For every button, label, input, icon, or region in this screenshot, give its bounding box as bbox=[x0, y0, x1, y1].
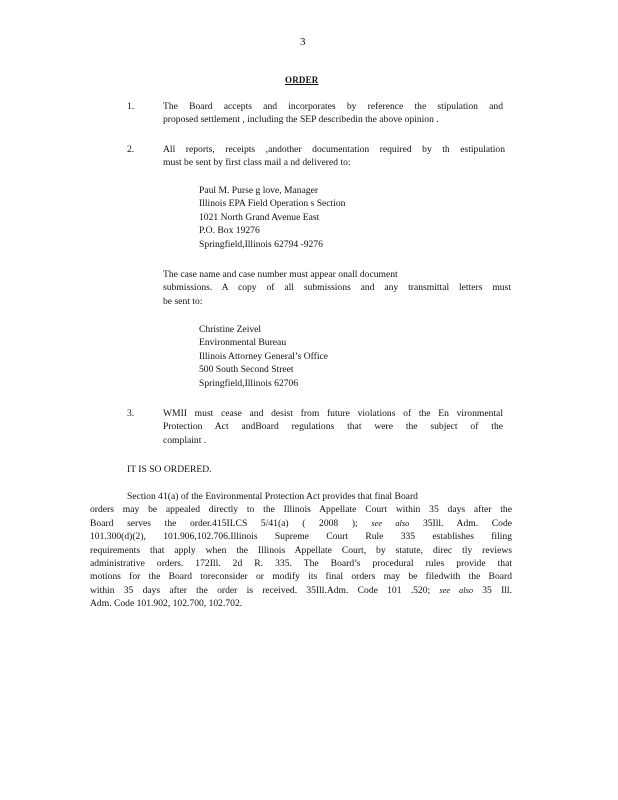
address-line: Illinois EPA Field Operation s Section bbox=[199, 198, 346, 210]
item-1-number: 1. bbox=[127, 101, 135, 112]
see-also-italic: see also bbox=[439, 585, 474, 595]
address-line: 1021 North Grand Avenue East bbox=[199, 211, 320, 223]
item-1-line-2: proposed settlement , including the SEP describedin the above opinion . bbox=[163, 114, 439, 126]
item-3-text bbox=[163, 407, 503, 447]
item-3-line-1: WMII must cease and desist from future violations of the En vironmental bbox=[163, 408, 503, 419]
paragraph-line-text: Section 41(a) of the Environmental Protection Act provides that final Board bbox=[127, 491, 418, 502]
item-2-number: 2. bbox=[127, 144, 135, 155]
address-line: Paul M. Purse g love, Manager bbox=[199, 185, 319, 196]
address-epa bbox=[199, 184, 345, 251]
order-heading: ORDER bbox=[285, 75, 319, 85]
item-2-line-1: All reports, receipts ,andother documentation required by th estipulation bbox=[163, 144, 505, 155]
paragraph-line: motions for the Board toreconsider or modify its final orders may be filedwith the Board bbox=[90, 571, 512, 583]
paragraph-line bbox=[90, 517, 512, 530]
paragraph-line-text: within 35 days after the order is received. 35Ill.Adm. Code 101 .520; bbox=[90, 584, 431, 596]
address-line: Illinois Attorney General’s Office bbox=[199, 350, 329, 362]
item-2-text bbox=[163, 143, 505, 170]
note-line-3: be sent to: bbox=[163, 295, 203, 307]
address-line: Springfield,Illinois 62794 -9276 bbox=[199, 238, 323, 250]
paragraph-line: administrative orders. 172Ill. 2d R. 335. The Board’s procedural rules provide that bbox=[90, 557, 512, 569]
address-line: P.O. Box 19276 bbox=[199, 225, 260, 237]
paragraph-line: orders may be appealed directly to the Illinois Appellate Court within 35 days after the bbox=[90, 504, 512, 516]
item-3-number: 3. bbox=[127, 408, 135, 419]
item-3-line-2: Protection Act andBoard regulations that were the subject of the bbox=[163, 421, 503, 433]
item-3-line-3: complaint . bbox=[163, 434, 207, 446]
submission-note bbox=[163, 268, 511, 308]
item-1-line-1: The Board accepts and incorporates by reference the stipulation and bbox=[163, 101, 503, 112]
address-line: Christine Zeivel bbox=[199, 324, 262, 335]
paragraph-line-text: Board serves the order.415ILCS 5/41(a) ( 2008 ); bbox=[90, 517, 358, 529]
note-line-1: The case name and case number must appear onall document bbox=[163, 269, 398, 280]
paragraph-line: 101.300(d)(2), 101.906,102.706.Illinois Supreme Court Rule 335 establishes filing bbox=[90, 531, 512, 543]
paragraph-line bbox=[90, 490, 512, 503]
paragraph-line-text: 35 Ill. bbox=[482, 584, 512, 596]
note-line-2: submissions. A copy of all submissions and any transmittal letters must bbox=[163, 282, 511, 294]
address-line: Springfield,Illinois 62706 bbox=[199, 377, 299, 389]
paragraph-line bbox=[90, 584, 512, 597]
appeal-paragraph bbox=[90, 490, 512, 611]
item-1-text bbox=[163, 100, 503, 127]
address-line: 500 South Second Street bbox=[199, 364, 294, 376]
see-also-italic: see also bbox=[371, 518, 410, 528]
item-2-line-2: must be sent by first class mail a nd delivered to: bbox=[163, 157, 351, 169]
paragraph-line: Adm. Code 101.902, 102.700, 102.702. bbox=[90, 598, 243, 610]
address-line: Environmental Bureau bbox=[199, 337, 287, 349]
page-number: 3 bbox=[300, 36, 306, 48]
address-attorney-general bbox=[199, 323, 328, 390]
paragraph-line-text: 35Ill. Adm. Code bbox=[422, 517, 512, 529]
paragraph-line: requirements that apply when the Illinois Appellate Court, by statute, direc tly reviews bbox=[90, 544, 512, 556]
so-ordered: IT IS SO ORDERED. bbox=[127, 464, 212, 475]
